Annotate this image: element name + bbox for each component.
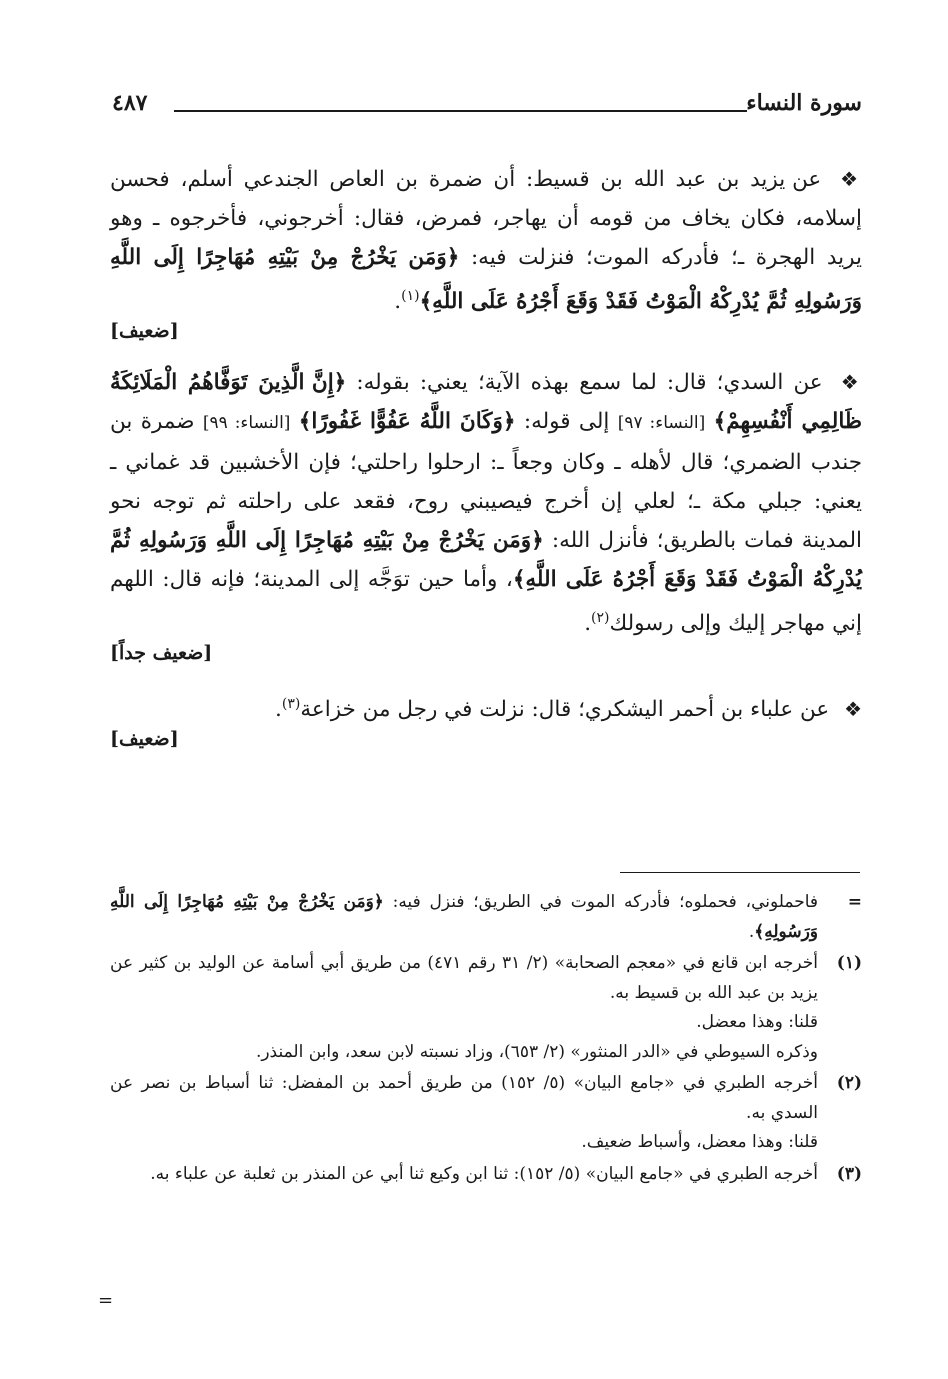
main-text bbox=[110, 160, 862, 771]
footnote-1 bbox=[110, 949, 862, 1067]
footnote-divider bbox=[620, 872, 860, 873]
bullet-icon: ❖ bbox=[844, 697, 862, 722]
paragraph-3 bbox=[110, 685, 862, 753]
quran-verse: ﴿وَمَن يَخْرُجْ مِنْ بَيْتِهِ مُهَاجِرًا إِلَى اللَّهِ وَرَسُولِهِ﴾ bbox=[110, 892, 818, 942]
footnote-line: قلنا: وهذا معضل، وأسباط ضعيف. bbox=[581, 1132, 818, 1152]
paragraph-text: إلى قوله: bbox=[523, 409, 610, 435]
paragraph-text: عن السدي؛ قال: لما سمع بهذه الآية؛ يعني: بقوله: bbox=[356, 370, 823, 396]
paragraph-text: ضمرة بن جندب الضمري؛ قال لأهله ـ وكان وجعاً ـ: ارحلوا راحلتي؛ فإن الأخشبين قد غماني ـ يعني: جبلي مكة ـ؛ لعلي إن أخرج فيصيبني روح، فقعد على راحلته ثم توجه نحو المدينة فمات بالطريق؛ فأنزل الله: bbox=[110, 409, 862, 554]
footnote-ref[interactable]: (١) bbox=[401, 288, 420, 304]
footnote-ref[interactable]: (٣) bbox=[281, 696, 301, 713]
bullet-icon: ❖ bbox=[840, 370, 862, 395]
surah-title: سورة النساء bbox=[746, 90, 862, 116]
paragraph-text: عن يزيد بن عبد الله بن قسيط: أن ضمرة بن العاص الجندعي أسلم، فحسن إسلامه، فكان يخاف من قومه أن يهاجر، فمرض، فقال: أخرجوني، فأخرجوه ـ وهو يريد الهجرة ـ؛ فأدركه الموت؛ فنزلت فيه: bbox=[110, 167, 862, 270]
footnote-number: (٢) bbox=[836, 1073, 862, 1093]
quran-verse: ﴿وَمَن يَخْرُجْ مِنْ بَيْتِهِ مُهَاجِرًا إِلَى اللَّهِ وَرَسُولِهِ ثُمَّ يُدْرِكْهُ الْمَوْتُ فَقَدْ وَقَعَ أَجْرُهُ عَلَى اللَّهِ﴾ bbox=[110, 245, 862, 315]
footnote-line: أخرجه الطبري في «جامع البيان» (٥/ ١٥٢) من طريق أحمد بن المفضل: ثنا أسباط بن نصر عن السدي به. bbox=[110, 1073, 818, 1123]
footnote-number: (١) bbox=[836, 953, 862, 973]
paragraph-text: ، وأما حين توَجَّه إلى المدينة؛ فإنه قال: اللهم إني مهاجر إليك وإلى رسولك bbox=[110, 567, 862, 637]
footnote-line: أخرجه ابن قانع في «معجم الصحابة» (٢/ ٣١ رقم ٤٧١) من طريق أبي أسامة عن الوليد بن كثير عن يزيد بن عبد الله بن قسيط به. bbox=[110, 953, 818, 1003]
footnote-continuation bbox=[110, 888, 862, 947]
footnote-2 bbox=[110, 1069, 862, 1158]
sentence-end: . bbox=[275, 697, 282, 723]
footnote-line: قلنا: وهذا معضل. bbox=[696, 1012, 818, 1032]
bullet-icon: ❖ bbox=[840, 167, 862, 191]
header-rule bbox=[174, 110, 747, 112]
paragraph-2 bbox=[110, 363, 862, 667]
hadith-grade: [ضعيف] bbox=[110, 728, 179, 751]
footnote-text: فاحملوني، فحملوه؛ فأدركه الموت في الطريق؛ فنزل فيه: bbox=[392, 892, 819, 912]
hadith-grade: [ضعيف جداً] bbox=[110, 642, 213, 665]
footnotes bbox=[110, 888, 862, 1191]
sentence-end: . bbox=[748, 921, 755, 942]
quran-verse: ﴿وَمَن يَخْرُجْ مِنْ بَيْتِهِ مُهَاجِرًا إِلَى اللَّهِ وَرَسُولِهِ ثُمَّ يُدْرِكْهُ الْمَوْتُ فَقَدْ وَقَعَ أَجْرُهُ عَلَى اللَّهِ﴾ bbox=[110, 528, 862, 593]
page-number: ٤٨٧ bbox=[112, 90, 148, 116]
quran-verse: ﴿إِنَّ الَّذِينَ تَوَفَّاهُمُ الْمَلَائِكَةُ ظَالِمِي أَنْفُسِهِمْ﴾ bbox=[110, 370, 863, 435]
paragraph-1 bbox=[110, 160, 862, 345]
footnote-line: وذكره السيوطي في «الدر المنثور» (٢/ ٦٥٣)، وزاد نسبته لابن سعد، وابن المنذر. bbox=[255, 1041, 818, 1062]
verse-reference: [النساء: ٩٧] bbox=[617, 413, 706, 434]
footnote-number: (٣) bbox=[836, 1163, 862, 1184]
page-header bbox=[112, 88, 862, 128]
sentence-end: . bbox=[394, 289, 402, 315]
footnote-3 bbox=[110, 1160, 862, 1190]
paragraph-text: عن علباء بن أحمر اليشكري؛ قال: نزلت في رجل من خزاعة bbox=[300, 697, 830, 723]
footnote-line: أخرجه الطبري في «جامع البيان» (٥/ ١٥٢): ثنا ابن وكيع ثنا أبي عن المنذر بن ثعلبة عن علباء به. bbox=[150, 1163, 818, 1184]
verse-reference: [النساء: ٩٩] bbox=[202, 413, 291, 434]
page-continuation-mark: = bbox=[98, 1290, 114, 1311]
footnote-ref[interactable]: (٢) bbox=[591, 610, 610, 627]
sentence-end: . bbox=[584, 611, 592, 637]
quran-verse: ﴿وَكَانَ اللَّهُ عَفُوًّا غَفُورًا﴾ bbox=[298, 409, 516, 435]
hadith-grade: [ضعيف] bbox=[110, 320, 179, 343]
continuation-mark: = bbox=[847, 892, 862, 912]
